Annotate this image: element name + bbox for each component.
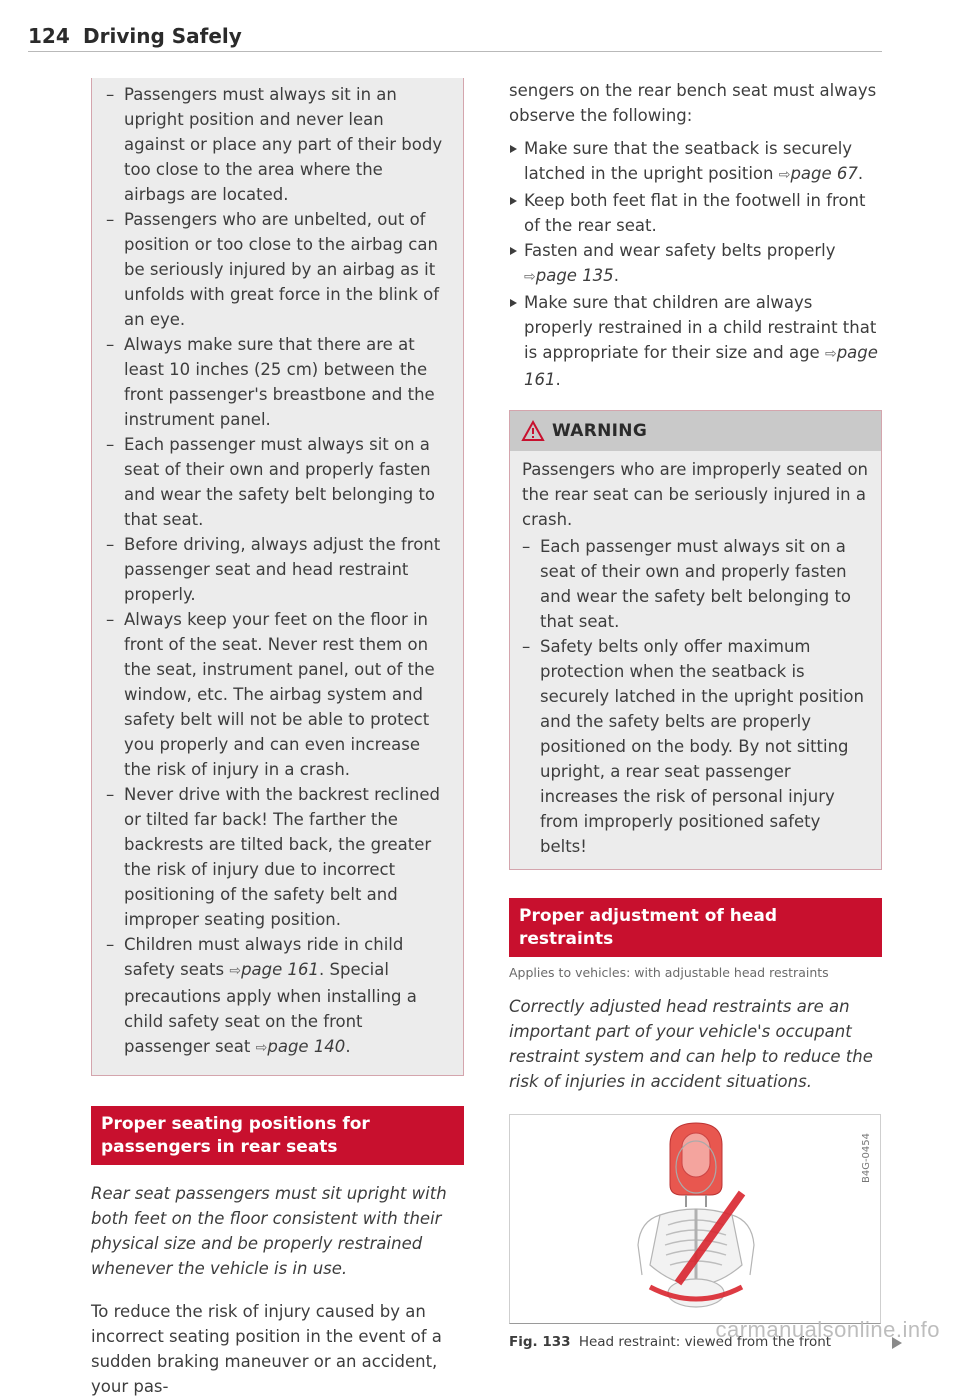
warning-item: – Before driving, always adjust the front passenger seat and head restraint properly. <box>106 532 449 607</box>
warning-item: – Always make sure that there are at least 10 inches (25 cm) between the front passenger's breastbone and the instrument panel. <box>106 332 449 432</box>
left-column <box>91 78 464 1399</box>
item-text: . <box>345 1037 351 1056</box>
figure-code: B4G-0454 <box>861 1133 872 1184</box>
intro-text: Correctly adjusted head restraints are an important part of your vehicle's occupant restraint system and can help to reduce the risk of injuries in accident situations. <box>509 997 873 1091</box>
page-ref-arrow-icon: ⇨ <box>229 963 242 979</box>
instruction-item: Fasten and wear safety belts properly ⇨page 135. <box>509 238 882 290</box>
page-link[interactable]: page 140 <box>267 1037 346 1056</box>
warning-item: – Never drive with the backrest reclined or tilted far back! The farther the backrests are tilted back, the greater the risk of injury due to incorrect positioning of the safety belt and improper seating position. <box>106 782 449 932</box>
figure-caption-text: Head restraint: viewed from the front <box>578 1334 832 1350</box>
warning-continuation-box <box>91 78 464 1076</box>
body-text: To reduce the risk of injury caused by an incorrect seating position in the event of a sudden braking maneuver or an accident, your pas- <box>91 1302 442 1396</box>
page-link[interactable]: page 161 <box>524 343 878 389</box>
item-text: . Special precautions apply when installing a child safety seat on the front passenger seat <box>124 960 417 1056</box>
section-heading-head-restraints: Proper adjustment of head restraints <box>509 898 882 957</box>
instruction-item: Make sure that the seatback is securely latched in the upright position ⇨page 67. <box>509 136 882 188</box>
warning-body <box>510 451 881 869</box>
applies-to-note: Applies to vehicles: with adjustable head restraints <box>509 965 829 980</box>
page-ref-arrow-icon: ⇨ <box>524 269 536 285</box>
warning-list <box>106 82 449 1061</box>
warning-item: – Safety belts only offer maximum protection when the seatback is securely latched in the upright position and the safety belts are properly positioned on the body. By not sitting upright, a rear seat passenger increases the risk of personal injury from improperly positioned safety belts! <box>522 634 869 859</box>
head-restraint-illustration <box>510 1115 882 1323</box>
warning-item-children <box>106 932 449 1061</box>
figure-head-restraint <box>509 1114 881 1324</box>
right-column <box>509 78 882 1350</box>
warning-triangle-icon <box>522 421 544 441</box>
page-ref-arrow-icon: ⇨ <box>255 1040 268 1056</box>
warning-item: – Passengers must always sit in an upright position and never lean against or place any part of their body too close to the area where the airbags are located. <box>106 82 449 207</box>
warning-item: – Passengers who are unbelted, out of position or too close to the airbag can be seriously injured by an airbag as it unfolds with great force in the blink of an eye. <box>106 207 449 332</box>
page-link[interactable]: page 161 <box>241 960 320 979</box>
section-heading-rear-seats: Proper seating positions for passengers in rear seats <box>91 1106 464 1165</box>
watermark: carmanualsonline.info <box>715 1317 940 1342</box>
page-link[interactable]: page 67 <box>790 164 858 183</box>
warning-header <box>510 411 881 451</box>
page-number: 124 <box>28 24 70 48</box>
item-text: Children must always ride in child safety seats <box>124 935 404 979</box>
warning-item: – Always keep your feet on the floor in front of the seat. Never rest them on the seat, instrument panel, out of the window, etc. The airbag system and safety belt will not be able to protect you properly and can even increase the risk of injury in a crash. <box>106 607 449 782</box>
body-text: sengers on the rear bench seat must always observe the following: <box>509 81 877 125</box>
warning-box <box>509 410 882 870</box>
section-title: Driving Safely <box>83 24 242 48</box>
page-ref-arrow-icon: ⇨ <box>824 346 837 362</box>
intro-text: Rear seat passengers must sit upright with both feet on the floor consistent with their physical size and be properly restrained whenever the vehicle is in use. <box>91 1184 447 1278</box>
warning-list <box>522 534 869 859</box>
page-header <box>28 22 882 52</box>
instruction-item: Keep both feet flat in the footwell in front of the rear seat. <box>509 188 882 238</box>
instruction-list <box>509 136 882 392</box>
page-link[interactable]: page 135 <box>535 266 614 285</box>
warning-item: – Each passenger must always sit on a seat of their own and properly fasten and wear the safety belt belonging to that seat. <box>106 432 449 532</box>
warning-label: WARNING <box>552 421 648 441</box>
warning-item: – Each passenger must always sit on a seat of their own and properly fasten and wear the safety belt belonging to that seat. <box>522 534 869 634</box>
figure-label: Fig. 133 <box>509 1334 571 1350</box>
page-ref-arrow-icon: ⇨ <box>778 167 791 183</box>
warning-intro: Passengers who are improperly seated on the rear seat can be seriously injured in a crash. <box>522 460 868 529</box>
instruction-item: Make sure that children are always properly restrained in a child restraint that is appropriate for their size and age ⇨page 161. <box>509 290 882 392</box>
